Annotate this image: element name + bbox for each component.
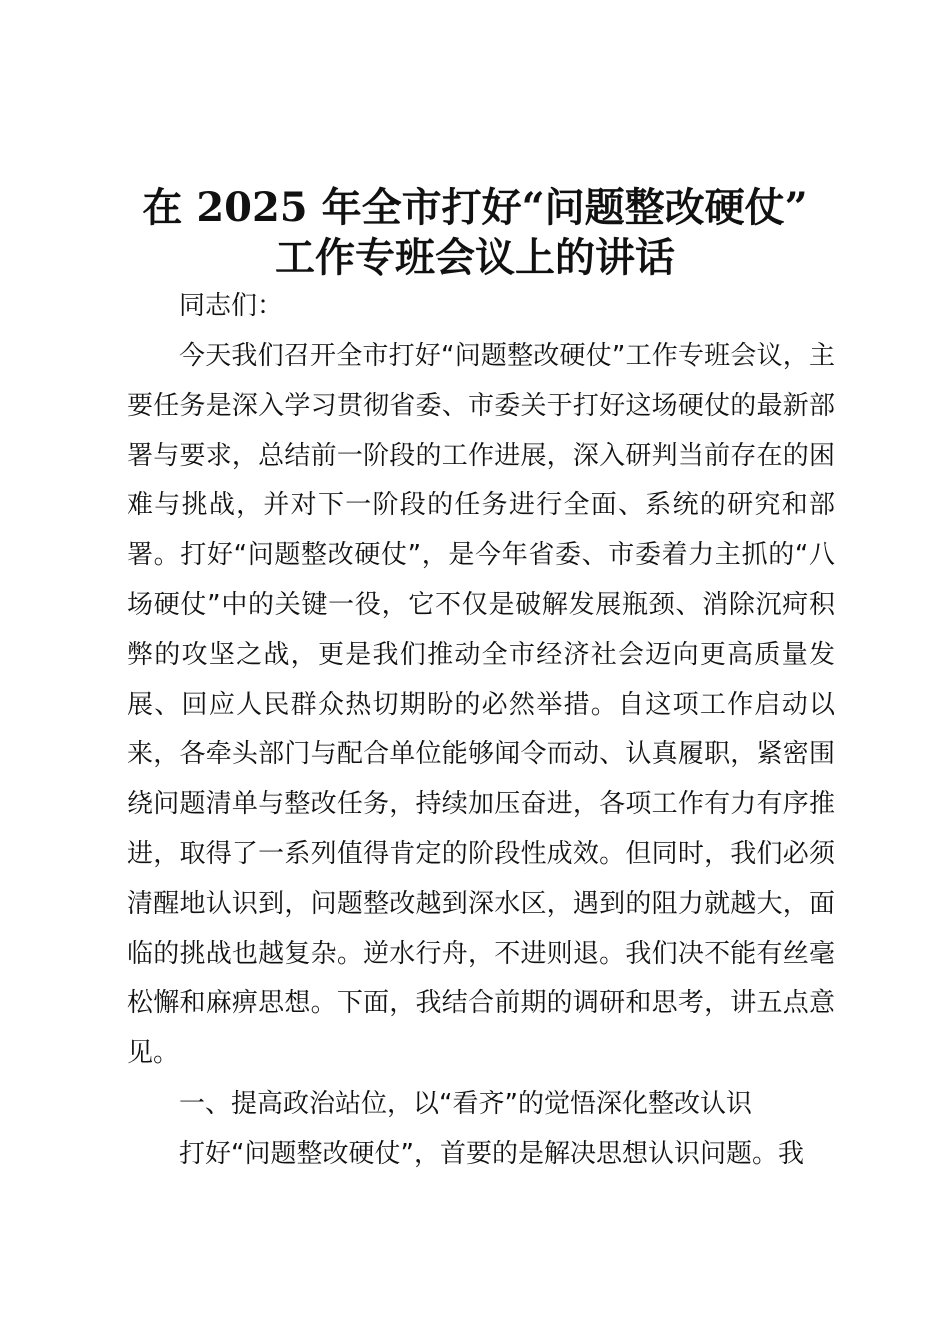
salutation: 同志们： [179,291,284,321]
document-title-line-1: 在 2025 年全市打好“问题整改硬仗” [142,184,808,231]
section-1-paragraph: 打好“问题整改硬仗”，首要的是解决思想认识问题。我 [179,1139,804,1169]
section-heading-1: 一、提高政治站位，以“看齐”的觉悟深化整改认识 [179,1089,752,1119]
opening-paragraph: 今天我们召开全市打好“问题整改硬仗”工作专班会议，主要任务是深入学习贯彻省委、市委关于打好这场硬仗的最新部署与要求，总结前一阶段的工作进展，深入研判当前存在的困难与挑战，并对下一阶段的任务进行全面、系统的研究和部署。打好“问题整改硬仗”，是今年省委、市委着力主抓的“八场硬仗”中的关键一役，它不仅是破解发展瓶颈、消除沉疴积弊的攻坚之战，更是我们推动全市经济社会迈向更高质量发展、回应人民群众热切期盼的必然举措。自这项工作启动以来，各牵头部门与配合单位能够闻令而动、认真履职，紧密围绕问题清单与整改任务，持续加压奋进，各项工作有力有序推进，取得了一系列值得肯定的阶段性成效。但同时，我们必须清醒地认识到，问题整改越到深水区，遇到的阻力就越大，面临的挑战也越复杂。逆水行舟，不进则退。我们决不能有丝毫松懈和麻痹思想。下面，我结合前期的调研和思考，讲五点意见。 [127,341,835,1069]
document-title-line-2: 工作专班会议上的讲话 [275,234,675,281]
